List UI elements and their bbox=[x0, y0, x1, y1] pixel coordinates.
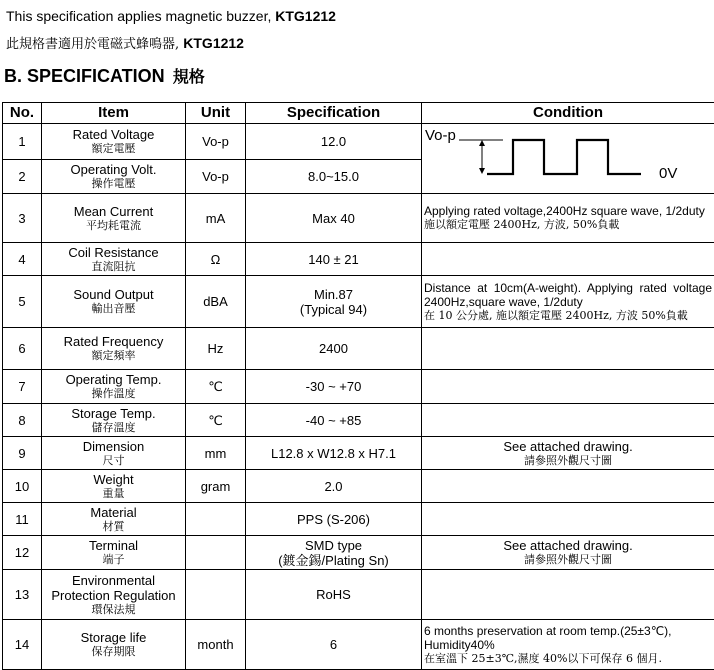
condition-en-line-2: Humidity40% bbox=[424, 638, 712, 652]
intro-english-model: KTG1212 bbox=[275, 8, 336, 24]
header-specification: Specification bbox=[246, 103, 422, 124]
cell-spec: 2.0 bbox=[246, 470, 422, 503]
condition-zh: 請參照外觀尺寸圖 bbox=[424, 454, 712, 468]
square-wave-line bbox=[487, 140, 641, 174]
cell-item bbox=[42, 328, 186, 370]
table-row bbox=[3, 470, 714, 503]
item-zh: 輸出音壓 bbox=[44, 302, 183, 316]
item-en: Storage life bbox=[44, 630, 183, 645]
cell-no: 13 bbox=[3, 570, 42, 620]
section-title bbox=[4, 66, 205, 87]
item-zh: 材質 bbox=[44, 520, 183, 534]
item-zh: 重量 bbox=[44, 487, 183, 501]
item-zh: 操作電壓 bbox=[44, 177, 183, 191]
cell-item bbox=[42, 536, 186, 570]
table-row bbox=[3, 503, 714, 536]
item-en: Storage Temp. bbox=[44, 406, 183, 421]
cell-no: 3 bbox=[3, 194, 42, 243]
cell-unit: Ω bbox=[186, 243, 246, 276]
cell-condition bbox=[422, 536, 714, 570]
cell-no: 5 bbox=[3, 276, 42, 328]
cell-condition bbox=[422, 194, 714, 243]
cell-item bbox=[42, 404, 186, 437]
cell-spec: 8.0~15.0 bbox=[246, 159, 422, 193]
intro-english-text: This specification applies magnetic buzzer, bbox=[6, 8, 275, 24]
cell-spec bbox=[246, 536, 422, 570]
cell-no: 14 bbox=[3, 620, 42, 670]
table-row bbox=[3, 243, 714, 276]
cell-spec: -40 ~ +85 bbox=[246, 404, 422, 437]
specification-table bbox=[2, 102, 714, 670]
cell-unit bbox=[186, 536, 246, 570]
cell-unit: gram bbox=[186, 470, 246, 503]
cell-spec: Max 40 bbox=[246, 194, 422, 243]
table-row bbox=[3, 437, 714, 470]
item-zh: 平均耗電流 bbox=[44, 219, 183, 233]
table-row bbox=[3, 328, 714, 370]
item-en: Material bbox=[44, 505, 183, 520]
cell-condition-empty bbox=[422, 370, 714, 404]
header-no: No. bbox=[3, 103, 42, 124]
cell-unit: ℃ bbox=[186, 370, 246, 404]
cell-unit bbox=[186, 570, 246, 620]
cell-unit: ℃ bbox=[186, 404, 246, 437]
table-row bbox=[3, 194, 714, 243]
cell-item bbox=[42, 470, 186, 503]
item-zh: 端子 bbox=[44, 553, 183, 567]
item-en: Dimension bbox=[44, 439, 183, 454]
cell-no: 2 bbox=[3, 159, 42, 193]
table-row bbox=[3, 536, 714, 570]
item-en: Mean Current bbox=[44, 204, 183, 219]
item-zh: 額定電壓 bbox=[44, 142, 183, 156]
section-title-en: B. SPECIFICATION bbox=[4, 66, 165, 86]
item-en: Terminal bbox=[44, 538, 183, 553]
cell-condition bbox=[422, 437, 714, 470]
cell-spec: 140 ± 21 bbox=[246, 243, 422, 276]
spec-line-1: SMD type bbox=[248, 538, 419, 553]
square-wave-diagram bbox=[422, 124, 714, 194]
condition-en: Distance at 10cm(A-weight). Applying rated voltage 2400Hz,square wave, 1/2duty bbox=[424, 281, 712, 309]
cell-no: 9 bbox=[3, 437, 42, 470]
cell-spec: 2400 bbox=[246, 328, 422, 370]
condition-zh: 在 10 公分處, 施以額定電壓 2400Hz, 方波 50%負載 bbox=[424, 309, 712, 323]
item-en: Weight bbox=[44, 472, 183, 487]
cell-item bbox=[42, 124, 186, 160]
spec-line-1: Min.87 bbox=[248, 287, 419, 302]
item-zh: 尺寸 bbox=[44, 454, 183, 468]
cell-item bbox=[42, 503, 186, 536]
cell-condition-empty bbox=[422, 470, 714, 503]
condition-en: 6 months preservation at room temp.(25±3℃), bbox=[424, 624, 712, 638]
item-en: Rated Frequency bbox=[44, 334, 183, 349]
header-unit: Unit bbox=[186, 103, 246, 124]
intro-chinese bbox=[6, 33, 244, 52]
cell-condition bbox=[422, 620, 714, 670]
item-zh: 保存期限 bbox=[44, 645, 183, 659]
cell-condition-empty bbox=[422, 404, 714, 437]
item-en: Operating Volt. bbox=[44, 162, 183, 177]
table-row bbox=[3, 404, 714, 437]
wave-label-amplitude: Vo-p bbox=[425, 127, 456, 144]
header-item: Item bbox=[42, 103, 186, 124]
intro-chinese-model: KTG1212 bbox=[183, 35, 244, 51]
intro-english bbox=[6, 8, 336, 24]
item-en: Coil Resistance bbox=[44, 245, 183, 260]
cell-no: 10 bbox=[3, 470, 42, 503]
cell-spec: 12.0 bbox=[246, 124, 422, 160]
item-zh: 直流阻抗 bbox=[44, 260, 183, 274]
cell-item bbox=[42, 570, 186, 620]
cell-no: 11 bbox=[3, 503, 42, 536]
table-row bbox=[3, 276, 714, 328]
cell-spec: RoHS bbox=[246, 570, 422, 620]
cell-item bbox=[42, 437, 186, 470]
item-en-line-2: Protection Regulation bbox=[44, 588, 183, 603]
cell-no: 7 bbox=[3, 370, 42, 404]
cell-item bbox=[42, 370, 186, 404]
square-wave-svg bbox=[423, 124, 714, 190]
table-row bbox=[3, 570, 714, 620]
item-zh: 環保法規 bbox=[44, 603, 183, 617]
table-row bbox=[3, 370, 714, 404]
cell-unit: Hz bbox=[186, 328, 246, 370]
cell-item bbox=[42, 194, 186, 243]
cell-item bbox=[42, 620, 186, 670]
cell-unit: month bbox=[186, 620, 246, 670]
amplitude-arrow-down bbox=[479, 168, 485, 174]
condition-en: See attached drawing. bbox=[424, 538, 712, 553]
cell-spec bbox=[246, 276, 422, 328]
cell-unit bbox=[186, 503, 246, 536]
cell-no: 8 bbox=[3, 404, 42, 437]
cell-condition bbox=[422, 276, 714, 328]
condition-en: See attached drawing. bbox=[424, 439, 712, 454]
cell-condition-empty bbox=[422, 328, 714, 370]
cell-item bbox=[42, 276, 186, 328]
cell-spec: L12.8 x W12.8 x H7.1 bbox=[246, 437, 422, 470]
condition-zh: 請參照外觀尺寸圖 bbox=[424, 553, 712, 567]
cell-no: 6 bbox=[3, 328, 42, 370]
cell-spec: PPS (S-206) bbox=[246, 503, 422, 536]
cell-unit: Vo-p bbox=[186, 124, 246, 160]
condition-en: Applying rated voltage,2400Hz square wave, 1/2duty bbox=[424, 204, 712, 218]
cell-no: 12 bbox=[3, 536, 42, 570]
item-zh: 額定頻率 bbox=[44, 349, 183, 363]
item-zh: 儲存溫度 bbox=[44, 421, 183, 435]
header-condition: Condition bbox=[422, 103, 714, 124]
table-row bbox=[3, 124, 714, 160]
cell-no: 1 bbox=[3, 124, 42, 160]
item-en: Operating Temp. bbox=[44, 372, 183, 387]
cell-unit: Vo-p bbox=[186, 159, 246, 193]
cell-unit: dBA bbox=[186, 276, 246, 328]
cell-condition-empty bbox=[422, 570, 714, 620]
amplitude-arrow-up bbox=[479, 140, 485, 146]
cell-unit: mA bbox=[186, 194, 246, 243]
item-en: Rated Voltage bbox=[44, 127, 183, 142]
cell-spec: -30 ~ +70 bbox=[246, 370, 422, 404]
cell-item bbox=[42, 159, 186, 193]
table-row bbox=[3, 620, 714, 670]
section-title-zh: 規格 bbox=[173, 67, 205, 86]
table-header-row bbox=[3, 103, 714, 124]
item-en: Environmental bbox=[44, 573, 183, 588]
cell-item bbox=[42, 243, 186, 276]
item-en: Sound Output bbox=[44, 287, 183, 302]
spec-line-2: (鍍金錫/Plating Sn) bbox=[248, 553, 419, 568]
cell-condition-empty bbox=[422, 243, 714, 276]
item-zh: 操作溫度 bbox=[44, 387, 183, 401]
condition-zh: 施以額定電壓 2400Hz, 方波, 50%負載 bbox=[424, 218, 712, 232]
spec-line-2: (Typical 94) bbox=[248, 302, 419, 317]
cell-spec: 6 bbox=[246, 620, 422, 670]
wave-label-zero: 0V bbox=[659, 165, 677, 182]
cell-unit: mm bbox=[186, 437, 246, 470]
condition-zh: 在室溫下 25±3℃,濕度 40%以下可保存 6 個月. bbox=[424, 652, 712, 666]
intro-chinese-text: 此規格書適用於電磁式蜂鳴器, bbox=[6, 37, 183, 52]
cell-condition-empty bbox=[422, 503, 714, 536]
cell-no: 4 bbox=[3, 243, 42, 276]
